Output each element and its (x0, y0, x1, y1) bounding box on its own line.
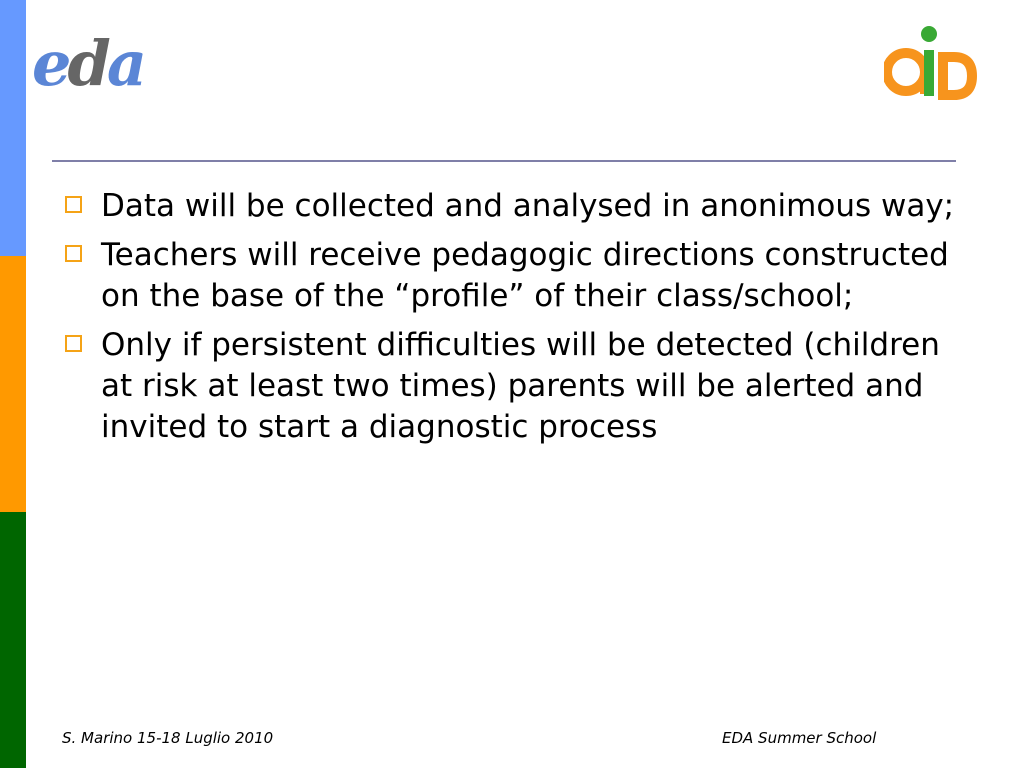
aid-logo (884, 22, 980, 104)
eda-logo (32, 28, 143, 100)
checkbox-icon (65, 196, 82, 213)
footer-location-date: S. Marino 15-18 Luglio 2010 (62, 729, 274, 747)
eda-logo-letter-e: e (32, 27, 68, 100)
bullet-item (62, 325, 962, 448)
eda-logo-letter-a: a (106, 27, 143, 100)
eda-logo-letter-d: d (67, 27, 107, 100)
bullet-text: Data will be collected and analysed in anonimous way; (101, 188, 955, 224)
footer-event-name: EDA Summer School (722, 729, 877, 747)
sidebar-band-orange (0, 256, 26, 512)
bullet-item (62, 235, 962, 317)
checkbox-icon (65, 335, 82, 352)
bullet-text: Teachers will receive pedagogic directions constructed on the base of the “profile” of their class/school; (101, 237, 949, 314)
sidebar-band-green (0, 512, 26, 768)
bullet-text: Only if persistent difficulties will be detected (children at risk at least two times) parents will be alerted and invited to start a diagnostic process (101, 327, 940, 445)
sidebar-color-bar (0, 0, 26, 768)
checkbox-icon (65, 245, 82, 262)
bullet-item (62, 186, 962, 227)
header-divider (52, 160, 956, 162)
bullet-list (62, 186, 962, 456)
aid-logo-graphic (884, 22, 980, 104)
sidebar-band-blue (0, 0, 26, 256)
